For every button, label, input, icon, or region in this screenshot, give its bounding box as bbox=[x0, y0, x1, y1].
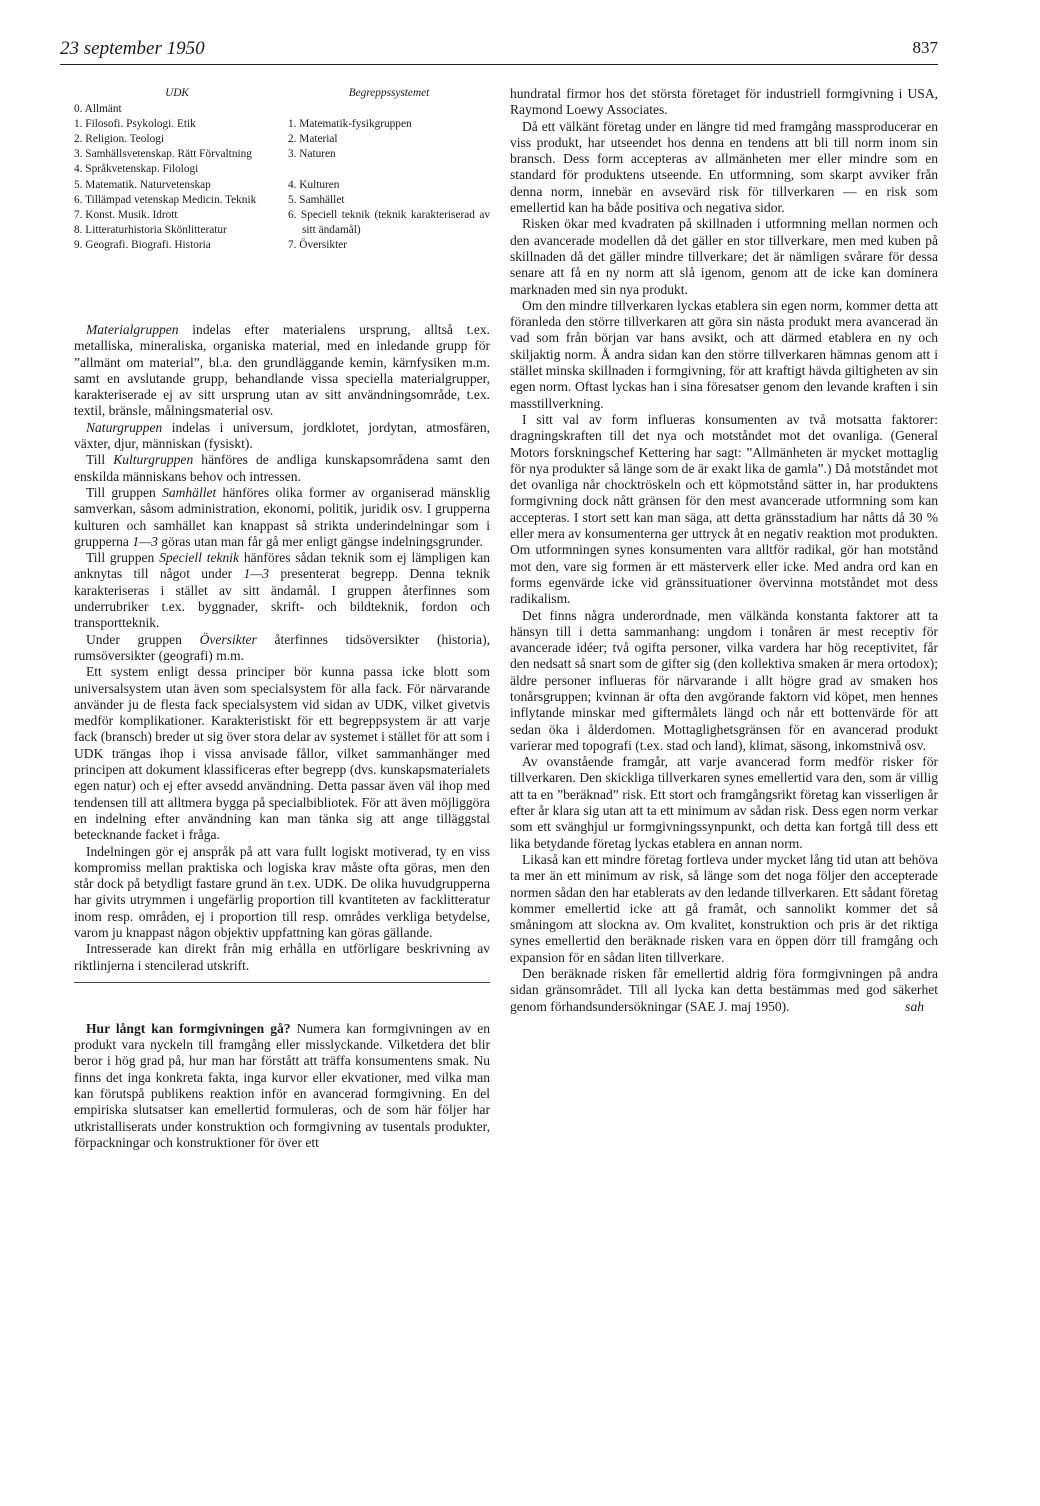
paragraph: Om den mindre tillverkaren lyckas etablera sin egen norm, kommer detta att föranleda den större tillverkaren att göra sin nästa produkt mera avancerad än vad som från början var hans avsikt, och att därmed etablera en ny och skiljaktig norm. Å andra sidan kan den större tillverkaren hämnas genom att i stället minska skillnaden i formgivning, för att kraftigt hävda giltigheten av sin egen norm. Oftast lyckas han i sina föresatser genom den levande kraften i sin masstillverkning. bbox=[510, 297, 938, 411]
paragraph: Till Kulturgruppen hänföres de andliga kunskapsområdena samt den enskilda människans behov och intressen. bbox=[74, 452, 490, 484]
paragraph: Indelningen gör ej anspråk på att vara fullt logiskt motiverad, ty en viss kompromiss mellan praktiska och logiska krav måste ofta göras, men den står dock på betydligt fastare grund än t.ex. UDK. De olika huvudgrupperna har givits utrymmen i ungefärlig proportion till kvantiteten av facklitteratur inom resp. områden, ej i proportion till resp. områdes verkliga betydelse, varom ju knappast någon objektiv uppfattning kan göras gällande. bbox=[74, 843, 490, 940]
left-body-text bbox=[74, 322, 490, 1151]
begrepp-item: 3. Naturen bbox=[288, 148, 336, 161]
page-number: 837 bbox=[912, 38, 938, 57]
paragraph: Ett system enligt dessa principer bör kunna passa icke blott som universalsystem utan även som specialsystem för alla fack. För närvarande använder ju de flesta fack specialsystem vid sidan av UDK, vilket givetvis medför komplikationer. Karakteristiskt för ett begreppsystem är att varje fack (bransch) breder ut sig över stora delar av systemet i stället för att som i UDK trängas ihop i vissa anvisade fållor, vilket sammanhänger med principen att dokument klassificeras efter begrepp (dvs. kunskapsmaterialets egen natur) och ej efter avsedd användning. Detta passar även väl ihop med tendensen till att alltmera bygga på specialbibliotek. För att även möjliggöra en indelning efter användning kan man tänka sig att ange tilläggstal betecknande facket i fråga. bbox=[74, 664, 490, 843]
article-heading: Hur långt kan formgivningen gå? bbox=[86, 1020, 291, 1036]
paragraph: Då ett välkänt företag under en längre tid med framgång massproducerar en viss produkt, har utseendet hos denna en tendens att bli till norm inom sin bransch. Dess form accepteras av allmänheten mer eller mindre som en standard för produktens utseende. En utformning, som skarpt avviker från denna norm, innebär en avsevärd risk för tillverkaren — en risk som emellertid kan ha både positiva och negativa sidor. bbox=[510, 118, 938, 216]
begreppssystem-table bbox=[288, 86, 490, 253]
article-intro: Hur långt kan formgivningen gå? Numera kan formgivningen av en produkt vara nyckeln till framgång eller misslyckande. Vilketdera det blir beror i hög grad på, hur man har förstått att träffa konsumentens smak. Nu finns det inga konkreta fakta, inga kurvor eller ekvationer, med vilka man kan förutspå publikens reaktion inför en avancerad formgivning. En del empiriska slutsatser kan emellertid formuleras, och de som här följer har utkristalliserats under konstruktion och formgivning av tusentals produkter, förpackningar och konstruktioner för över ett bbox=[74, 1020, 490, 1150]
paragraph: I sitt val av form influeras konsumenten av två motsatta faktorer: dragningskraften till det nya och motståndet mot det ovanliga. (General Motors forskningschef Kettering har sagt: ”Allmänheten är mycket mottaglig för nya produkter så länge som de är exakt lika de gamla”.) Då motståndet mot det ovanliga når chocktröskeln och ett köpmotstånd sätter in, har produktens formgivning dock nått gränsen för den mest avancerade utformning som kan accepteras. I stort sett kan man säga, att detta gränsstadium har nåtts då 30 % eller mera av konsumenterna ger uttryck åt en negativ reaktion mot produkten. Om utformningen synes konsumenten vara alltför radikal, gör han motstånd mot den, vare sig formen är ett mästerverk eller icke. Med andra ord kan en forms egenvärde icke vid gränssituationer övervinna motståndet mot dess radikalism. bbox=[510, 411, 938, 607]
udk-item: 0. Allmänt bbox=[74, 103, 122, 116]
paragraph: Det finns några underordnade, men välkända konstanta faktorer att ta hänsyn till i detta sammanhang: ungdom i tonåren är mest receptiv för avancerade idéer; två ogifta personer, vilka vardera har hög receptivitet, får den nedsatt så snart som de gifter sig (den kollektiva smaken är mera ortodox); äldre personer influeras för närvarande i allt högre grad av smaken hos tonårsgruppen; kvinnan är ofta den avgörande faktorn vid köpet, men hennes inflytande minskar med giftermålets längd och når ett bottenvärde för att sedan öka i ålderdomen. Mottaglighetsgränsen för en avancerad produkt varierar med topografi (t.ex. stad och land), klimat, säsong, inkomstnivå osv. bbox=[510, 607, 938, 753]
paragraph: Naturgruppen indelas i universum, jordklotet, jordytan, atmosfären, växter, djur, människan (fysiskt). bbox=[74, 419, 490, 452]
udk-item: 6. Tillämpad vetenskap Medicin. Teknik bbox=[74, 193, 257, 206]
udk-item: 1. Filosofi. Psykologi. Etik bbox=[74, 118, 196, 131]
issue-date: 23 september 1950 bbox=[60, 38, 205, 59]
article-divider bbox=[74, 982, 490, 1021]
right-body-text bbox=[510, 86, 938, 1015]
begrepp-item: 5. Samhället bbox=[288, 193, 345, 206]
udk-item: 3. Samhällsvetenskap. Rätt Förvaltning bbox=[74, 148, 252, 161]
paragraph: Risken ökar med kvadraten på skillnaden i utformning mellan normen och den avancerade modellen då det gäller en stor tillverkare, men med kuben på skillnaden då det gäller mindre tillverkare; det är nämligen svårare för dessa senare att få en ny norm att slå igenom, genom att de icke kan dominera marknaden med sin nya produkt. bbox=[510, 216, 938, 297]
begrepp-item: 1. Matematik-fysikgruppen bbox=[288, 118, 412, 131]
udk-table bbox=[74, 86, 280, 253]
paragraph: Under gruppen Översikter återfinnes tidsöversikter (historia), rumsöversikter (geografi) m.m. bbox=[74, 631, 490, 663]
paragraph: Den beräknade risken får emellertid aldrig föra formgivningen på andra sidan gränsområdet. Till all lycka kan detta bestämmas med god säkerhet genom förhandsundersökningar (SAE J. maj 1950). sah bbox=[510, 966, 938, 1014]
begreppssystem-title: Begreppssystemet bbox=[348, 87, 430, 99]
begrepp-item: 6. Speciell teknik (teknik karakteriserad av sitt ändamål) bbox=[288, 208, 490, 236]
right-column bbox=[510, 86, 938, 1015]
paragraph: Av ovanstående framgår, att varje avancerad form medför risker för tillverkaren. Den skickliga tillverkaren synes emellertid vara den, som är villig att ta en ”beräknad” risk. Ett stort och framgångsrikt företag kan visserligen år efter år klara sig utan att ta ett minimum av sådan risk. Dess egen norm verkar som ett svänghjul ur formgivningssynpunkt, och detta kan fortgå till dess ett lika betydande företag lyckas etablera en annan norm. bbox=[510, 754, 938, 851]
paragraph: Till gruppen Samhället hänföres olika former av organiserad mänsklig samverkan, såsom administration, ekonomi, politik, juridik osv. I grupperna kulturen och samhället kan knappast så strikta underindelningar som i grupperna 1—3 göras utan man får gå mer enligt gängse indelningsgrunder. bbox=[74, 484, 490, 549]
udk-item: 7. Konst. Musik. Idrott bbox=[74, 208, 178, 221]
begrepp-item: 7. Översikter bbox=[288, 238, 347, 251]
paragraph: hundratal firmor hos det största företaget för industriell formgivning i USA, Raymond Loewy Associates. bbox=[510, 86, 938, 118]
udk-item: 9. Geografi. Biografi. Historia bbox=[74, 238, 211, 251]
running-header bbox=[60, 34, 938, 65]
author-signature: sah bbox=[905, 998, 924, 1014]
paragraph: Materialgruppen indelas efter materialens ursprung, alltså t.ex. metalliska, mineraliska, organiska material, med en inledande grupp för ”allmänt om material”, bl.a. den grundläggande kemin, kärnfysiken m.m. samt en avslutande grupp, behandlande vissa speciella materialgrupper, karakteriserade ej av sitt ursprung utan av sitt användningsområde, t.ex. textil, bränsle, målningsmaterial osv. bbox=[74, 322, 490, 419]
left-column bbox=[74, 86, 490, 1151]
paragraph: Till gruppen Speciell teknik hänföres sådan teknik som ej lämpligen kan anknytas till något under 1—3 presenterat begrepp. Denna teknik karakteriseras i stället av sitt ändamål. I gruppen återfinnes som underrubriker t.ex. byggnader, skrift- och bildteknik, fordon och transportteknik. bbox=[74, 550, 490, 631]
udk-title: UDK bbox=[165, 87, 189, 99]
udk-item: 4. Språkvetenskap. Filologi bbox=[74, 163, 199, 176]
udk-item: 8. Litteraturhistoria Skönlitteratur bbox=[74, 223, 227, 236]
begrepp-item: 4. Kulturen bbox=[288, 178, 340, 191]
paragraph: Intresserade kan direkt från mig erhålla en utförligare beskrivning av riktlinjerna i stencilerad utskrift. bbox=[74, 941, 490, 973]
udk-item: 5. Matematik. Naturvetenskap bbox=[74, 178, 211, 191]
udk-item: 2. Religion. Teologi bbox=[74, 133, 164, 146]
classification-tables bbox=[74, 86, 490, 322]
begrepp-item: 2. Material bbox=[288, 133, 338, 146]
paragraph: Likaså kan ett mindre företag fortleva under mycket lång tid utan att behöva ta mer än ett minimum av risk, så länge som det noga följer den accepterade normen sådan den har etablerats av den ledande tillverkaren. Ett sådant företag kommer emellertid icke att gå framåt, och sannolikt kommer det så småningom att slockna av. Om kvalitet, konstruktion och pris är det riktiga synes emellertid den beräknade risken vara en öppen dörr till framgång och expansion för en sådan liten tillverkare. bbox=[510, 851, 938, 965]
